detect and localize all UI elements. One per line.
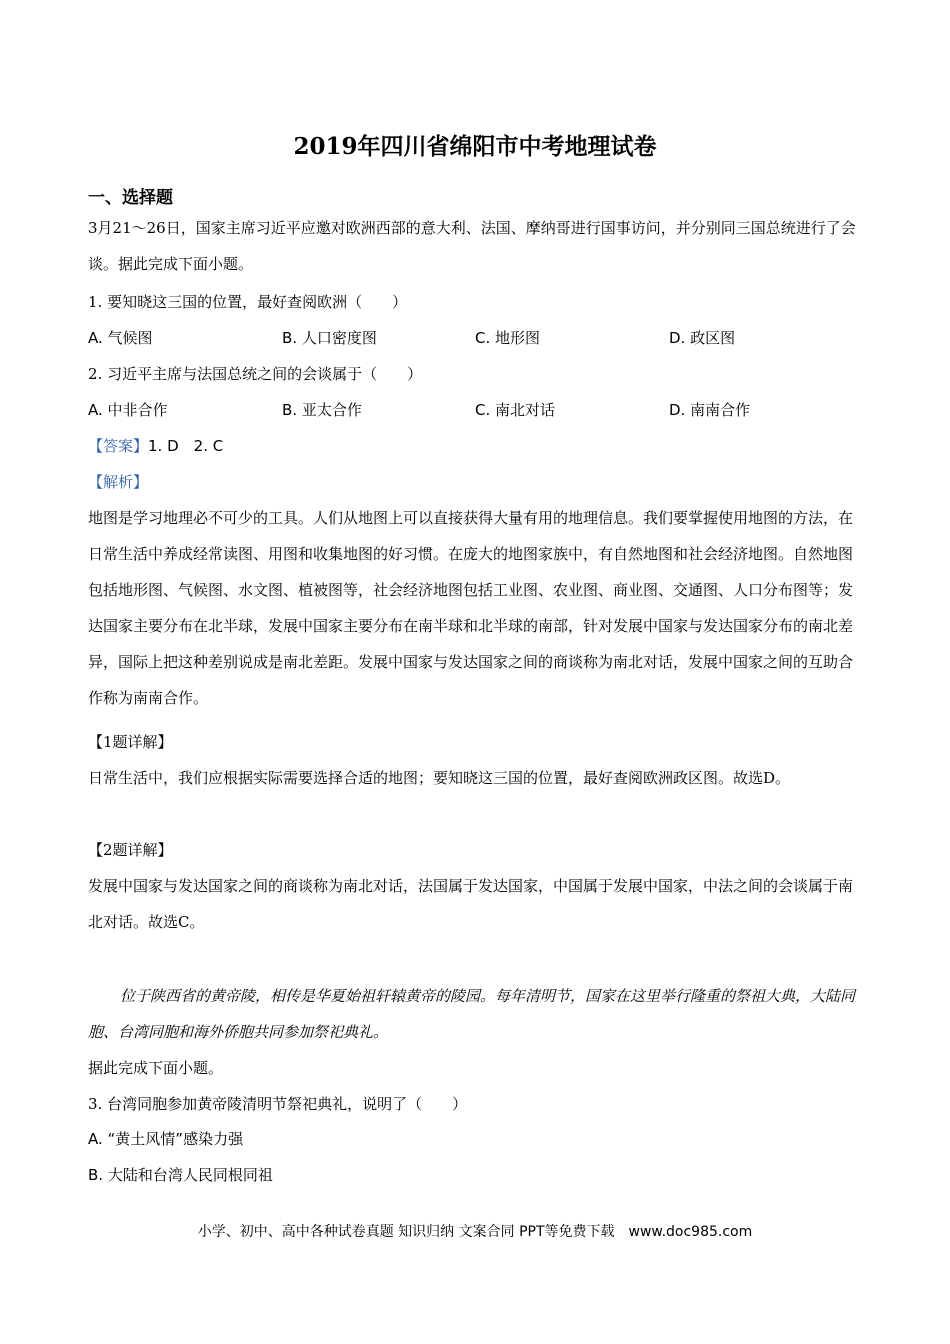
option-c: C. 南北对话 (475, 401, 556, 419)
option-a: A. 气候图 (88, 329, 153, 347)
detail-1-tag: 【1题详解】 (88, 733, 173, 751)
page-title: 2019年四川省绵阳市中考地理试卷 (293, 133, 657, 160)
question-intro-1: 3月21～26日，国家主席习近平应邀对欧洲西部的意大利、法国、摩纳哥进行国事访问，并分别同三国总统进行了会谈。据此完成下面小题。 (88, 219, 856, 273)
option-b: B. 亚太合作 (282, 401, 362, 419)
answer-line (88, 435, 223, 456)
option-d: D. 政区图 (669, 329, 736, 347)
analysis-tag: 【解析】 (88, 473, 149, 491)
answer-text: 1. D 2. C (148, 437, 224, 455)
question-intro-2-tail: 据此完成下面小题。 (88, 1059, 224, 1077)
detail-2-text: 发展中国家与发达国家之间的商谈称为南北对话，法国属于发达国家，中国属于发展中国家，中法之间的会谈属于南北对话。故选C。 (88, 877, 854, 931)
question-intro-2: 位于陕西省的黄帝陵，相传是华夏始祖轩辕黄帝的陵园。每年清明节，国家在这里举行隆重的祭祖大典，大陆同胞、台湾同胞和海外侨胞共同参加祭祀典礼。 (88, 987, 856, 1041)
option-a: A. 中非合作 (88, 401, 168, 419)
analysis-text: 地图是学习地理必不可少的工具。人们从地图上可以直接获得大量有用的地理信息。我们要掌握使用地图的方法，在日常生活中养成经常读图、用图和收集地图的好习惯。在庞大的地图家族中，有自然地图和社会经济地图。自然地图包括地形图、气候图、水文图、植被图等，社会经济地图包括工业图、农业图、商业图、交通图、人口分布图等；发达国家主要分布在北半球，发展中国家主要分布在南半球和北半球的南部，针对发展中国家与发达国家分布的南北差异，国际上把这种差别说成是南北差距。发展中国家与发达国家之间的商谈称为南北对话，发展中国家之间的互助合作称为南南合作。 (88, 509, 854, 707)
page-footer: 小学、初中、高中各种试卷真题 知识归纳 文案合同 PPT等免费下载 www.doc985.com (197, 1224, 753, 1240)
option-c: C. 地形图 (475, 329, 541, 347)
question-3-stem: 3. 台湾同胞参加黄帝陵清明节祭祀典礼，说明了（ ） (88, 1095, 468, 1113)
answer-tag: 【答案】 (88, 437, 149, 455)
section-heading: 一、选择题 (88, 188, 173, 208)
question-3-option-b: B. 大陆和台湾人民同根同祖 (88, 1166, 273, 1184)
option-d: D. 南南合作 (669, 401, 751, 419)
detail-1-text: 日常生活中，我们应根据实际需要选择合适的地图；要知晓这三国的位置，最好查阅欧洲政区图。故选D。 (88, 769, 791, 787)
question-1-stem: 1. 要知晓这三国的位置，最好查阅欧洲（ ） (88, 293, 408, 311)
question-2-stem: 2. 习近平主席与法国总统之间的会谈属于（ ） (88, 365, 423, 383)
question-3-option-a: A. “黄土风情”感染力强 (88, 1130, 244, 1148)
detail-2-tag: 【2题详解】 (88, 841, 173, 859)
option-b: B. 人口密度图 (282, 329, 377, 347)
